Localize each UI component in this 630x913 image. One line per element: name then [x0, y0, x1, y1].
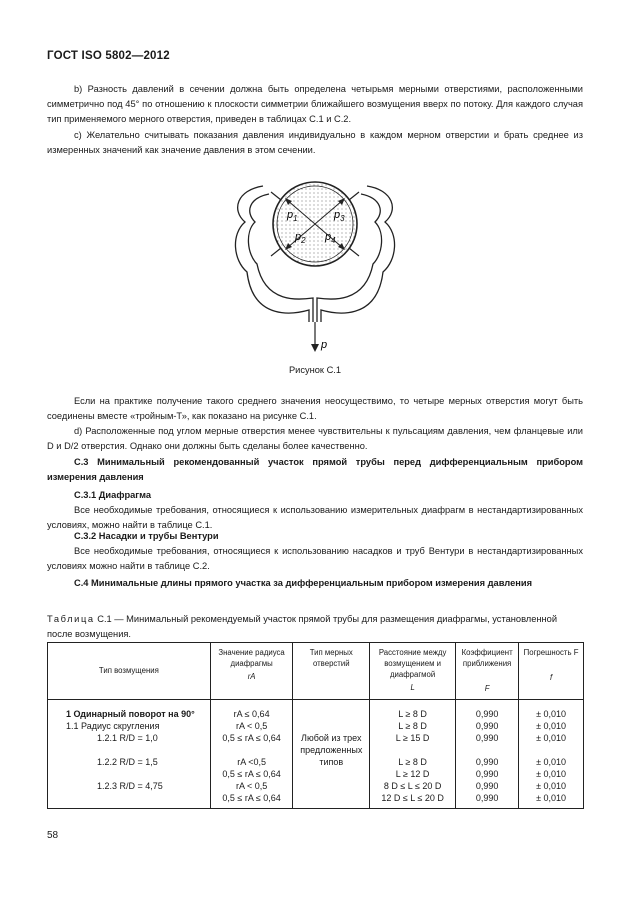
label-p2: $p_2$ [295, 231, 306, 245]
paragraph-b: b) Разность давлений в сечении должна быть определена четырьмя мерными отверстиями, расположенными симметрично под 45° по отношению к плоскости симметрии ближайшего возмущения вверх по потоку. Для каждого случая тип применяемого мерного отверстия, приведен в таблицах С.1 и С.2. [47, 84, 583, 124]
header-hole-type: Тип мерных отверстий [293, 643, 370, 700]
cell-hole-type: Любой из трех предложенных типов [293, 700, 370, 809]
paragraph-d: d) Расположенные под углом мерные отверстия менее чувствительны к пульсациям давления, чем фланцевые или D и D/2 отверстия. Однако они должны быть сделаны более качественно. [47, 426, 583, 451]
table-header-row [48, 643, 584, 700]
cell-error: ± 0,010 ± 0,010 ± 0,010 ± 0,010 ± 0,010 ± 0,010 ± 0,010 [519, 700, 584, 809]
label-p4: $p_4$ [325, 231, 336, 245]
header-error: Погрешность F f [519, 643, 584, 700]
header-disturbance-type: Тип возмущения [48, 643, 211, 700]
table-caption [47, 612, 583, 642]
figure-c1 [225, 172, 405, 357]
header-distance: Расстояние между возмущением и диафрагмой L [370, 643, 456, 700]
table-row [48, 700, 584, 809]
document-header: ГОСТ ISO 5802—2012 [47, 50, 170, 62]
page-number: 58 [47, 830, 59, 841]
label-p1: $p_1$ [287, 209, 298, 223]
label-p-output: p [321, 339, 328, 351]
label-p3: $p_3$ [334, 209, 345, 223]
table-caption-prefix: Таблица [47, 614, 95, 624]
figure-caption: Рисунок С.1 [288, 365, 342, 375]
header-coefficient: Коэффициент приближения F [456, 643, 519, 700]
triple-t-connection-diagram [225, 172, 405, 357]
section-c31-text: Все необходимые требования, относящиеся к использованию измерительных диафрагм в нестандартизированных условиях, можно найти в таблице С.1. [47, 505, 583, 530]
table-c1 [47, 642, 584, 809]
section-c32-text: Все необходимые требования, относящиеся к использованию насадков и труб Вентури в нестандартизированных условиях можно найти в таблице С.2. [47, 546, 583, 571]
header-radius: Значение радиуса диафрагмы rA [210, 643, 293, 700]
cell-radius: rA ≤ 0,64 rA < 0,5 0,5 ≤ rA ≤ 0,64 rA <0,5 0,5 ≤ rA ≤ 0,64 rA < 0,5 0,5 ≤ rA ≤ 0,64 [210, 700, 293, 809]
cell-distance: L ≥ 8 D L ≥ 8 D L ≥ 15 D L ≥ 8 D L ≥ 12 D 8 D ≤ L ≤ 20 D 12 D ≤ L ≤ 20 D [370, 700, 456, 809]
cell-disturbance-type: 1 Одинарный поворот на 90° 1.1 Радиус скругления 1.2.1 R/D = 1,0 1.2.2 R/D = 1,5 1.2.3 R/D = 4,75 [48, 700, 211, 809]
paragraph-c: c) Желательно считывать показания давления индивидуально в каждом мерном отверстии и брать среднее из измеренных значений как значение давления в этом сечении. [47, 130, 583, 155]
section-c31-heading: С.3.1 Диафрагма [74, 490, 152, 500]
section-c3-heading: С.3 Минимальный рекомендованный участок прямой трубы перед дифференциальным прибором измерения давления [47, 457, 583, 482]
section-c32-heading: С.3.2 Насадки и трубы Вентури [74, 531, 219, 541]
table-caption-text: С.1 — Минимальный рекомендуемый участок прямой трубы для размещения диафрагмы, установленной после возмущения. [47, 614, 558, 639]
paragraph-practice: Если на практике получение такого среднего значения неосуществимо, то четыре мерных отверстия могут быть соединены вместе «тройным-Т», как показано на рисунке С.1. [47, 396, 583, 421]
section-c4-heading: С.4 Минимальные длины прямого участка за дифференциальным прибором измерения давления [74, 578, 532, 588]
cell-coefficient: 0,990 0,990 0,990 0,990 0,990 0,990 0,990 [456, 700, 519, 809]
